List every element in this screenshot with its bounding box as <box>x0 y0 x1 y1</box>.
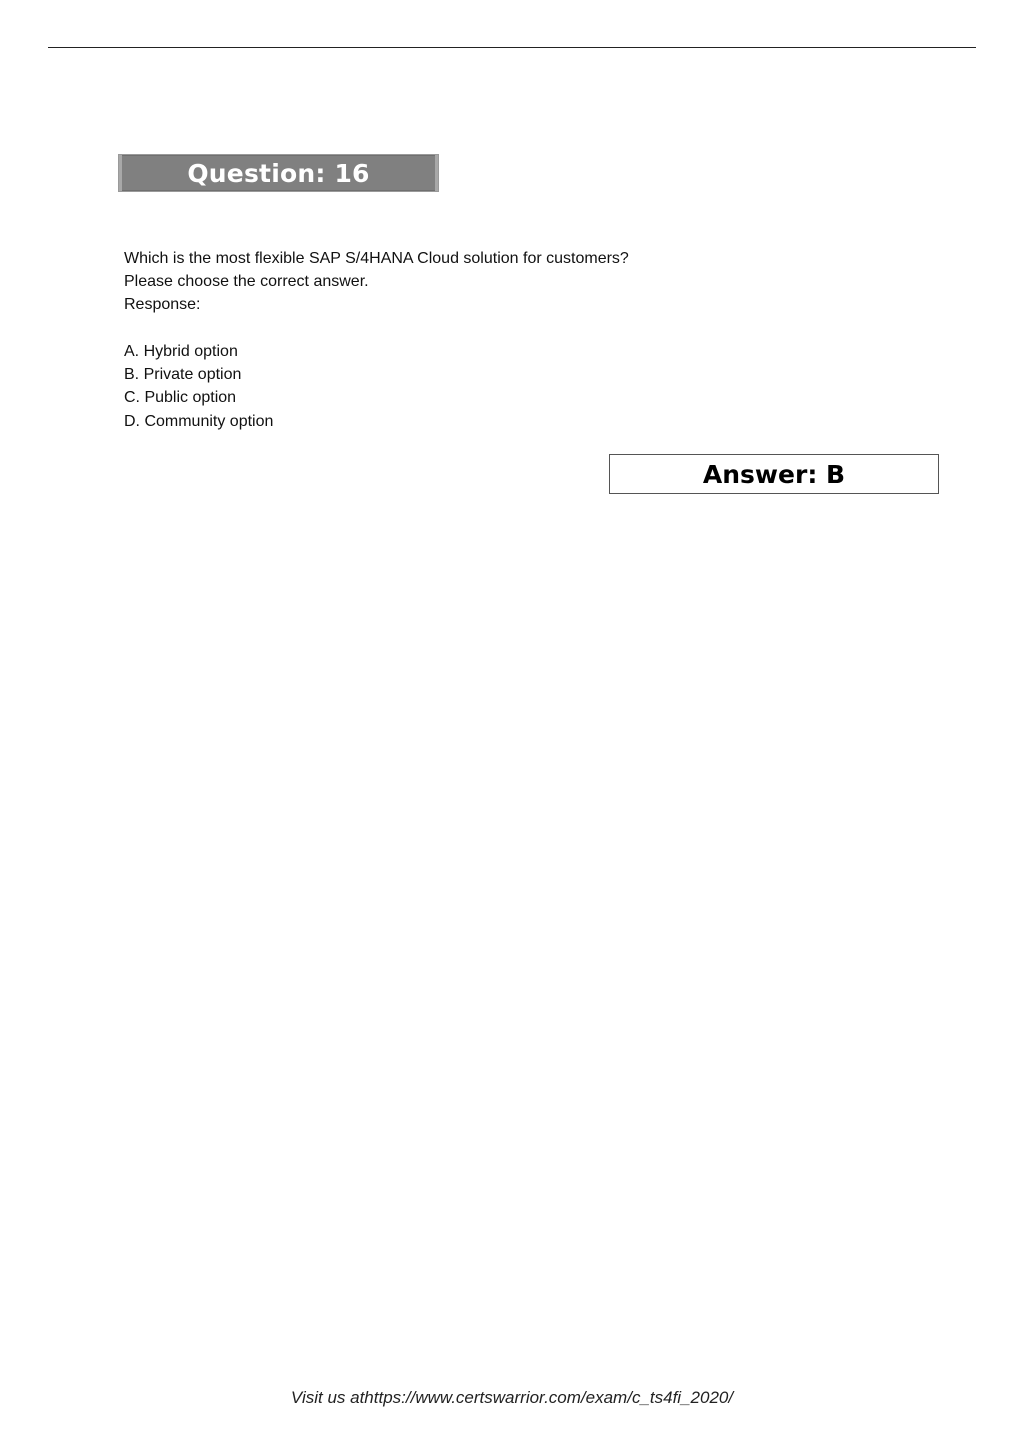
answer-label: Answer: B <box>702 459 846 489</box>
footer-link-text: Visit us athttps://www.certswarrior.com/exam/c_ts4fi_2020/ <box>290 1388 734 1407</box>
header-divider <box>48 47 976 48</box>
question-instruction: Please choose the correct answer. <box>124 273 369 291</box>
question-text: Which is the most flexible SAP S/4HANA Cloud solution for customers? <box>124 250 629 267</box>
option-d: D. Community option <box>124 412 274 430</box>
response-label: Response: <box>124 296 201 314</box>
option-c: C. Public option <box>124 389 237 407</box>
answer-options <box>124 340 273 433</box>
answer-box <box>609 454 939 494</box>
option-a: A. Hybrid option <box>124 343 238 360</box>
question-banner <box>118 154 439 192</box>
option-b: B. Private option <box>124 366 242 384</box>
question-prompt <box>124 247 824 317</box>
question-title: Question: 16 <box>187 158 370 188</box>
